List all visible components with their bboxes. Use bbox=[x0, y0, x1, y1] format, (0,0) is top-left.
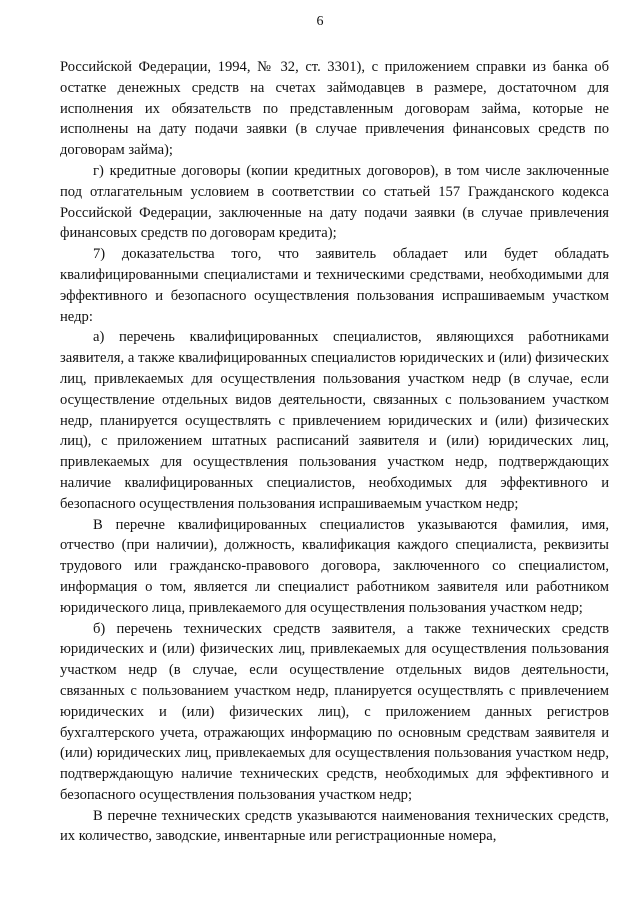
paragraph-technical-list: В перечне технических средств указываются наименования технических средств, их количество, заводские, инвентарные или регистрационные номера, bbox=[60, 807, 609, 845]
paragraph-item-7: 7) доказательства того, что заявитель обладает или будет обладать квалифицированными специалистами и техническими средствами, необходимыми для эффективного и безопасного осуществления пользования испрашиваемым участком недр: bbox=[60, 246, 609, 325]
paragraph-item-b: б) перечень технических средств заявителя, а также технических средств юридических и (или) физических лиц, привлекаемых для осуществления пользования участком недр (в случае, если осуществление отдельных видов деятельности, связанных с пользованием участком недр, планируется осуществлять с привлечением юридических и (или) физических лиц), с приложением данных регистров бухгалтерского учета, отражающих информацию по основным средствам заявителя и (или) юридических лиц, привлекаемых для осуществления пользования участком недр, подтверждающую наличие технических средств, необходимых для эффективного и безопасного осуществления пользования участком недр; bbox=[60, 620, 609, 803]
paragraph-continuation: Российской Федерации, 1994, № 32, ст. 3301), с приложением справки из банка об остатке денежных средств на счетах займодавцев в размере, достаточном для исполнения их обязательств по представленным договорам займа, которые не исполнены на дату подачи заявки (в случае привлечения финансовых средств по договорам займа); bbox=[60, 59, 609, 159]
paragraph-specialists-list: В перечне квалифицированных специалистов указываются фамилия, имя, отчество (при наличии), должность, квалификация каждого специалиста, реквизиты трудового или гражданско-правового договора, заключенного со специалистом, информация о том, является ли специалист работником заявителя или работником юридического лица, привлекаемого для осуществления пользования участком недр; bbox=[60, 516, 609, 616]
document-body bbox=[60, 57, 609, 847]
paragraph-item-g: г) кредитные договоры (копии кредитных договоров), в том числе заключенные под отлагательным условием в соответствии со статьей 157 Гражданского кодекса Российской Федерации, заключенные на дату подачи заявки (в случае привлечения финансовых средств по договорам кредита); bbox=[60, 162, 609, 242]
page-number: 6 bbox=[316, 14, 324, 29]
paragraph-item-a: а) перечень квалифицированных специалистов, являющихся работниками заявителя, а также квалифицированных специалистов юридических и (или) физических лиц, привлекаемых для осуществления пользования участком недр (в случае, если осуществление отдельных видов деятельности, связанных с пользованием участком недр, планируется осуществлять с привлечением юридических и (или) физических лиц), с приложением штатных расписаний заявителя и (или) юридических лиц, привлекаемых для осуществления пользования участком недр, подтверждающих наличие квалифицированных специалистов, необходимых для эффективного и безопасного осуществления пользования испрашиваемым участком недр; bbox=[60, 329, 609, 512]
